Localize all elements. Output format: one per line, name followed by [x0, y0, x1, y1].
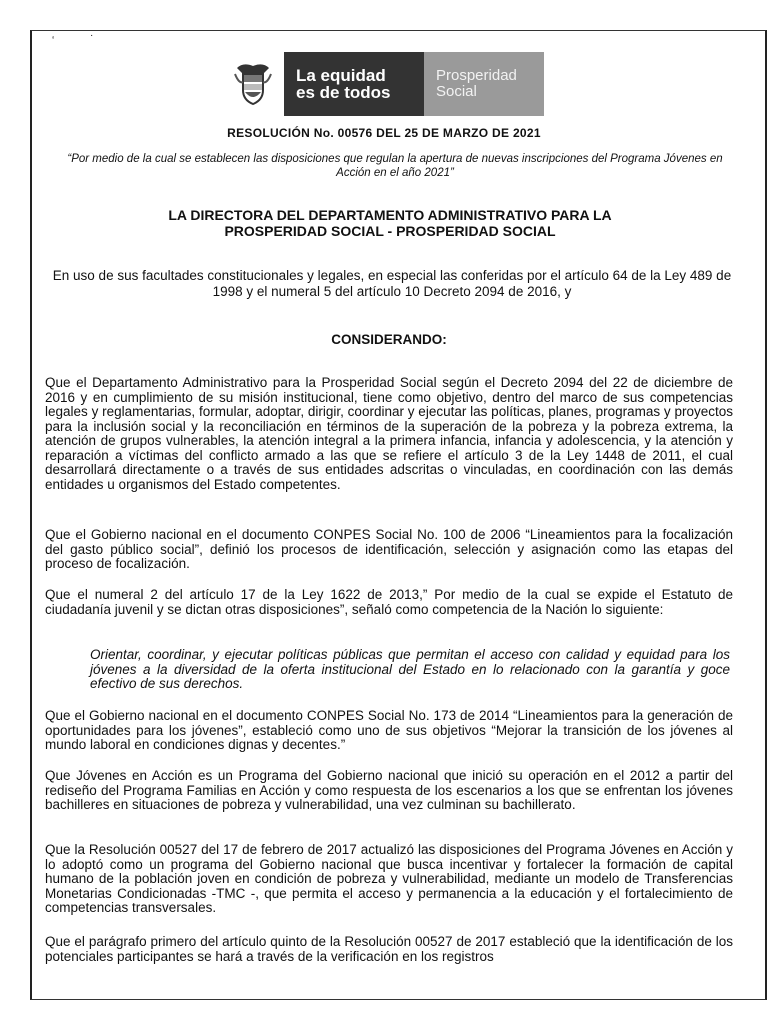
scan-mark: · — [90, 30, 94, 41]
resolution-title: RESOLUCIÓN No. 00576 DEL 25 DE MARZO DE 2021 — [227, 126, 541, 140]
paragraph-6: Que la Resolución 00527 del 17 de febrero de 2017 actualizó las disposiciones del Programa Jóvenes en Acción y lo adoptó como un programa del Gobierno nacional que busca incentivar y fortalecer la formación de capital humano de la población joven en condición de pobreza y vulnerabilidad, mediante un modelo de Transferencias Monetarias Condicionadas -TMC -, que permita el acceso y permanencia a la educación y el fortalecimiento de competencias transversales. — [45, 842, 733, 915]
coat-of-arms-icon — [222, 52, 284, 116]
paragraph-2: Que el Gobierno nacional en el documento CONPES Social No. 100 de 2006 “Lineamientos para la focalización del gasto público social”, definió los procesos de identificación, selección y asignación como las etapas del proceso de focalización. — [45, 527, 733, 571]
intro-paragraph: En uso de sus facultades constitucionales y legales, en especial las conferidas por el artículo 64 de la Ley 489 de 1998 y el numeral 5 del artículo 10 Decreto 2094 de 2016, y — [52, 268, 732, 299]
paragraph-1: Que el Departamento Administrativo para la Prosperidad Social según el Decreto 2094 del 22 de diciembre de 2016 y en cumplimiento de su misión institucional, tiene como objetivo, dentro del marco de sus competencias legales y reglamentarias, formular, adoptar, dirigir, coordinar y ejecutar las políticas, planes, programas y proyectos para la inclusión social y la reconciliación en términos de la superación de la pobreza y la pobreza extrema, la atención de grupos vulnerables, la atención integral a la primera infancia, infancia y adolescencia, y la atención y reparación a víctimas del conflicto armado a las que se refiere el artículo 3 de la Ley 1448 de 2011, el cual desarrollará directamente o a través de sus entidades adscritas o vinculadas, en coordinación con las demás entidades u organismos del Estado competentes. — [45, 375, 733, 492]
paragraph-4: Que el Gobierno nacional en el documento CONPES Social No. 173 de 2014 “Lineamientos para la generación de oportunidades para los jóvenes”, estableció como uno de sus objetivos “Mejorar la transición de los jóvenes al mundo laboral en condiciones dignas y decentes.” — [45, 708, 733, 752]
header-logo — [222, 52, 544, 116]
entity-line-1: Prosperidad — [436, 67, 517, 84]
paragraph-5: Que Jóvenes en Acción es un Programa del Gobierno nacional que inició su operación en el 2012 a partir del rediseño del Programa Familias en Acción y como respuesta de los escenarios a los que se enfrentan los jóvenes bachilleres en situaciones de pobreza y vulnerabilidad, una vez culminan su bachillerato. — [45, 768, 733, 812]
slogan-line-1: La equidad — [296, 66, 386, 85]
paragraph-7: Que el parágrafo primero del artículo quinto de la Resolución 00527 de 2017 estableció que la identificación de los potenciales participantes se hará a través de la verificación en los registros — [45, 934, 733, 964]
considerando-heading: CONSIDERANDO: — [331, 332, 447, 347]
resolution-subtitle: “Por medio de la cual se establecen las disposiciones que regulan la apertura de nuevas inscripciones del Programa Jóvenes en Acción en el año 2021” — [67, 153, 723, 179]
issuer-heading-line-1: LA DIRECTORA DEL DEPARTAMENTO ADMINISTRATIVO PARA LA — [168, 207, 612, 223]
issuer-heading — [60, 207, 720, 239]
slogan-block — [284, 52, 424, 116]
scan-mark: ‘ — [52, 35, 55, 46]
entity-line-2: Social — [436, 83, 477, 100]
issuer-heading-line-2: PROSPERIDAD SOCIAL - PROSPERIDAD SOCIAL — [224, 223, 556, 239]
slogan-line-2: es de todos — [296, 83, 391, 102]
entity-block — [424, 52, 544, 116]
quoted-text: Orientar, coordinar, y ejecutar políticas públicas que permitan el acceso con calidad y equidad para los jóvenes a la diversidad de la oferta institucional del Estado en lo relacionado con la garantía y goce efectivo de sus derechos. — [90, 647, 730, 691]
paragraph-3: Que el numeral 2 del artículo 17 de la Ley 1622 de 2013,” Por medio de la cual se expide el Estatuto de ciudadanía juvenil y se dictan otras disposiciones”, señaló como competencia de la Nación lo siguiente: — [45, 587, 733, 617]
